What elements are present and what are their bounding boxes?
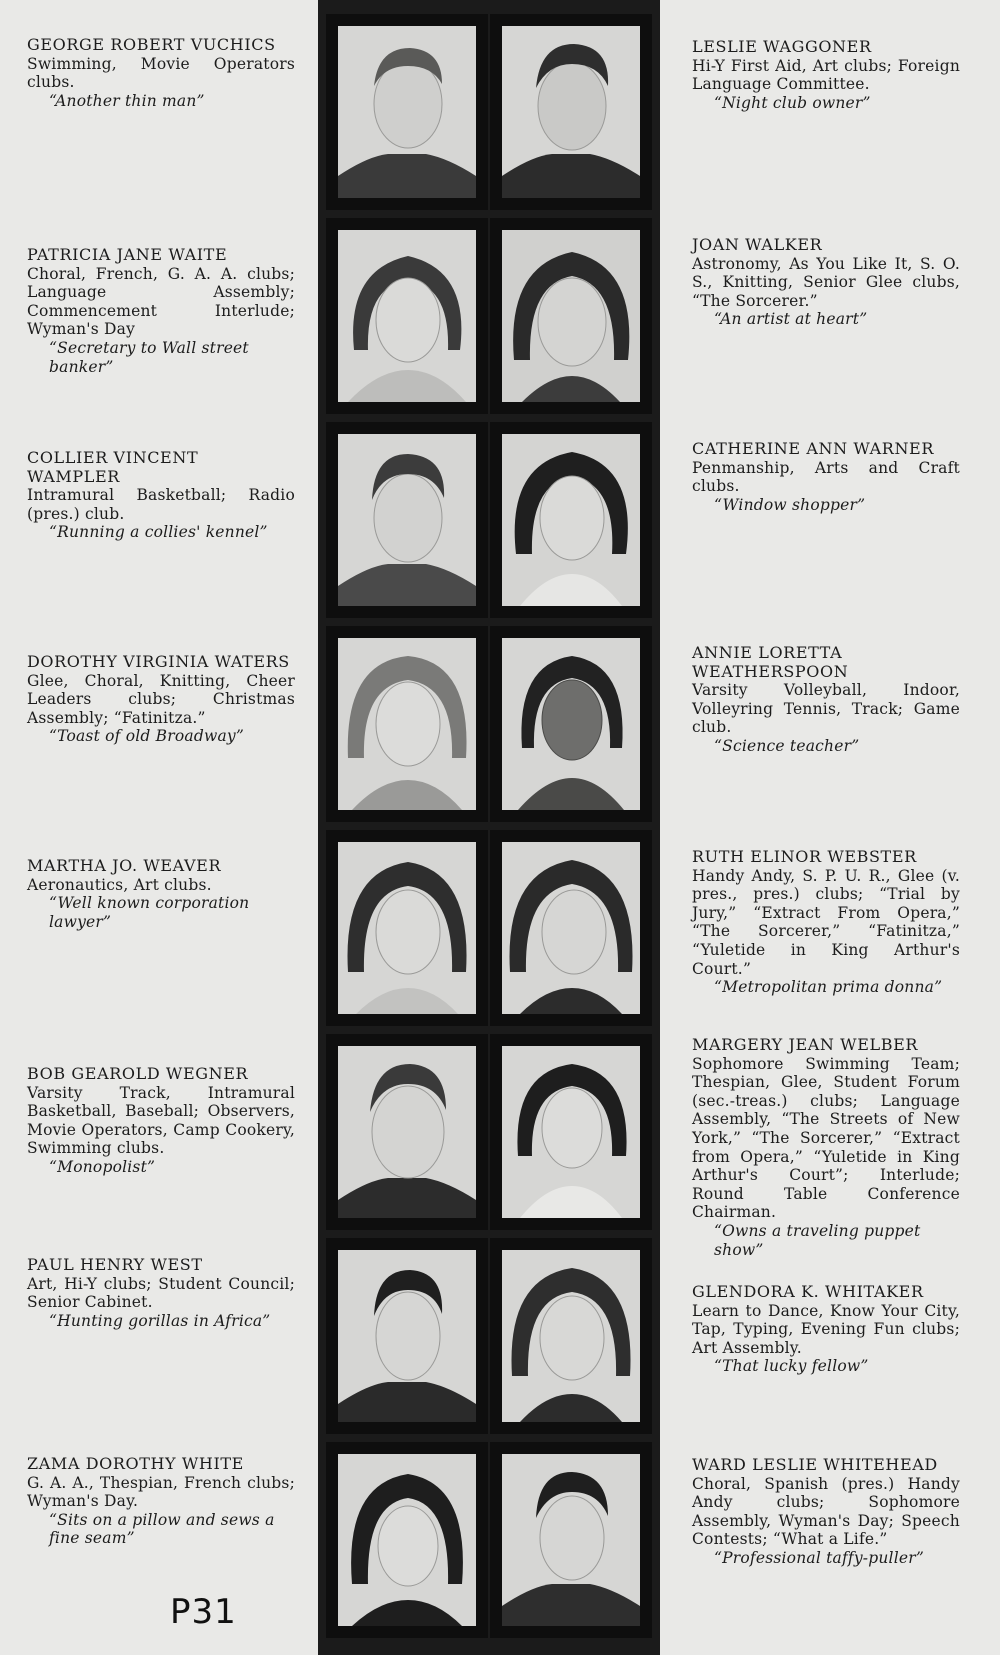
student-name: PAUL HENRY WEST [27,1255,203,1274]
student-name: LESLIE WAGGONER [692,37,872,56]
student-quote: “Well known corporation lawyer” [49,894,250,931]
student-name: COLLIER VINCENT WAMPLER [27,448,199,486]
student-name: MARTHA JO. WEAVER [27,856,222,875]
portrait-female-icon [338,1454,476,1626]
student-activities: Sophomore Swimming Team; Thespian, Glee, Student Forum (sec.-treas.) clubs; Language Assembly, “The Streets of New York,” “The Sorcerer,” “Extract from Opera,” “Yuletide in King Arthur's Court”; Interlude; Round Table Conference Chairman. [692,1054,960,1222]
student-entry [692,38,960,112]
student-name: PATRICIA JANE WAITE [27,245,228,264]
portrait-female-icon [502,434,640,606]
student-name: BOB GEAROLD WEGNER [27,1064,249,1083]
student-quote: “Sits on a pillow and sews a fine seam” [49,1510,275,1548]
student-quote: “That lucky fellow” [714,1357,869,1376]
student-entry [27,246,295,376]
student-photo [326,422,488,618]
student-entry [692,1283,960,1376]
student-entry [27,1455,295,1548]
student-photo [326,14,488,210]
student-photo [490,830,652,1026]
student-activities: Penmanship, Arts and Craft clubs. [692,458,960,496]
student-photo [326,1238,488,1434]
portrait-male-icon [338,434,476,606]
student-name: WARD LESLIE WHITEHEAD [692,1455,938,1474]
student-photo [326,1442,488,1638]
student-quote: “Night club owner” [714,93,871,112]
student-activities: Handy Andy, S. P. U. R., Glee (v. pres., pres.) clubs; “Trial by Jury,” “Extract From Opera,” “The Sorcerer,” “Fatinitza,” “Yuletide in King Arthur's Court.” [692,866,960,978]
student-entry [692,1456,960,1568]
portrait-female-icon [502,1250,640,1422]
student-activities: Varsity Volleyball, Indoor, Volleyring Tennis, Track; Game club. [692,681,960,737]
student-quote: “Toast of old Broadway” [49,727,244,746]
student-photo [326,218,488,414]
student-photo [326,830,488,1026]
portrait-female-icon [502,1046,640,1218]
student-photo [490,1238,652,1434]
student-name: CATHERINE ANN WARNER [692,439,934,458]
student-entry [692,848,960,997]
student-name: GEORGE ROBERT VUCHICS [27,35,276,54]
student-quote: “Another thin man” [49,91,205,110]
student-quote: “Owns a traveling puppet show” [714,1221,921,1259]
portrait-female-icon [338,638,476,810]
student-activities: Swimming, Movie Operators clubs. [27,54,295,92]
student-quote: “An artist at heart” [714,310,868,329]
student-quote: “Science teacher” [714,736,860,755]
student-name: JOAN WALKER [692,235,823,254]
student-photo [490,626,652,822]
student-entry [692,1036,960,1259]
portrait-female-icon [502,230,640,402]
portrait-male-icon [502,26,640,198]
student-name: DOROTHY VIRGINIA WATERS [27,652,290,671]
portrait-female-icon [502,638,640,810]
student-activities: Astronomy, As You Like It, S. O. S., Knitting, Senior Glee clubs, “The Sorcerer.” [692,254,960,310]
student-quote: “Hunting gorillas in Africa” [49,1311,271,1330]
portrait-female-icon [338,230,476,402]
student-activities: Learn to Dance, Know Your City, Tap, Typing, Evening Fun clubs; Art Assembly. [692,1301,960,1357]
portrait-male-icon [502,1454,640,1626]
student-name: RUTH ELINOR WEBSTER [692,847,917,866]
student-activities: Intramural Basketball; Radio (pres.) club. [27,486,295,523]
student-entry [27,857,295,931]
student-activities: Hi-Y First Aid, Art clubs; Foreign Language Committee. [692,56,960,94]
student-entry [692,440,960,514]
student-photo [490,218,652,414]
student-photo [490,1442,652,1638]
student-entry [692,236,960,329]
student-entry [692,644,960,756]
student-quote: “Metropolitan prima donna” [714,978,943,997]
student-quote: “Running a collies' kennel” [49,523,268,542]
student-activities: Aeronautics, Art clubs. [27,875,212,894]
portrait-female-icon [502,842,640,1014]
student-entry [27,1065,295,1177]
student-quote: “Window shopper” [714,495,866,514]
portrait-male-icon [338,26,476,198]
student-entry [27,449,295,542]
student-photo [490,1034,652,1230]
student-entry [27,653,295,746]
student-activities: Art, Hi-Y clubs; Student Council; Senior Cabinet. [27,1274,295,1312]
student-quote: “Professional taffy-puller” [714,1548,924,1567]
student-photo [490,422,652,618]
student-quote: “Secretary to Wall street banker” [49,338,249,376]
student-photo [326,626,488,822]
portrait-male-icon [338,1046,476,1218]
student-name: GLENDORA K. WHITAKER [692,1282,924,1301]
student-name: ZAMA DOROTHY WHITE [27,1454,244,1473]
student-activities: Glee, Choral, Knitting, Cheer Leaders clubs; Christmas Assembly; “Fatinitza.” [27,671,295,727]
student-activities: Choral, French, G. A. A. clubs; Language Assembly; Commencement Interlude; Wyman's Day [27,264,295,339]
portrait-male-icon [338,1250,476,1422]
student-activities: G. A. A., Thespian, French clubs; Wyman's Day. [27,1473,295,1511]
portrait-female-icon [338,842,476,1014]
student-quote: “Monopolist” [49,1157,156,1176]
student-name: MARGERY JEAN WELBER [692,1035,919,1054]
student-activities: Choral, Spanish (pres.) Handy Andy clubs; Sophomore Assembly, Wyman's Day; Speech Contests; “What a Life.” [692,1474,960,1549]
student-entry [27,1256,295,1330]
student-entry [27,36,295,110]
student-activities: Varsity Track, Intramural Basketball, Baseball; Observers, Movie Operators, Camp Cookery, Swimming clubs. [27,1083,295,1158]
student-photo [326,1034,488,1230]
page-number: P31 [170,1592,237,1632]
student-name: ANNIE LORETTA WEATHERSPOON [692,643,849,681]
student-photo [490,14,652,210]
